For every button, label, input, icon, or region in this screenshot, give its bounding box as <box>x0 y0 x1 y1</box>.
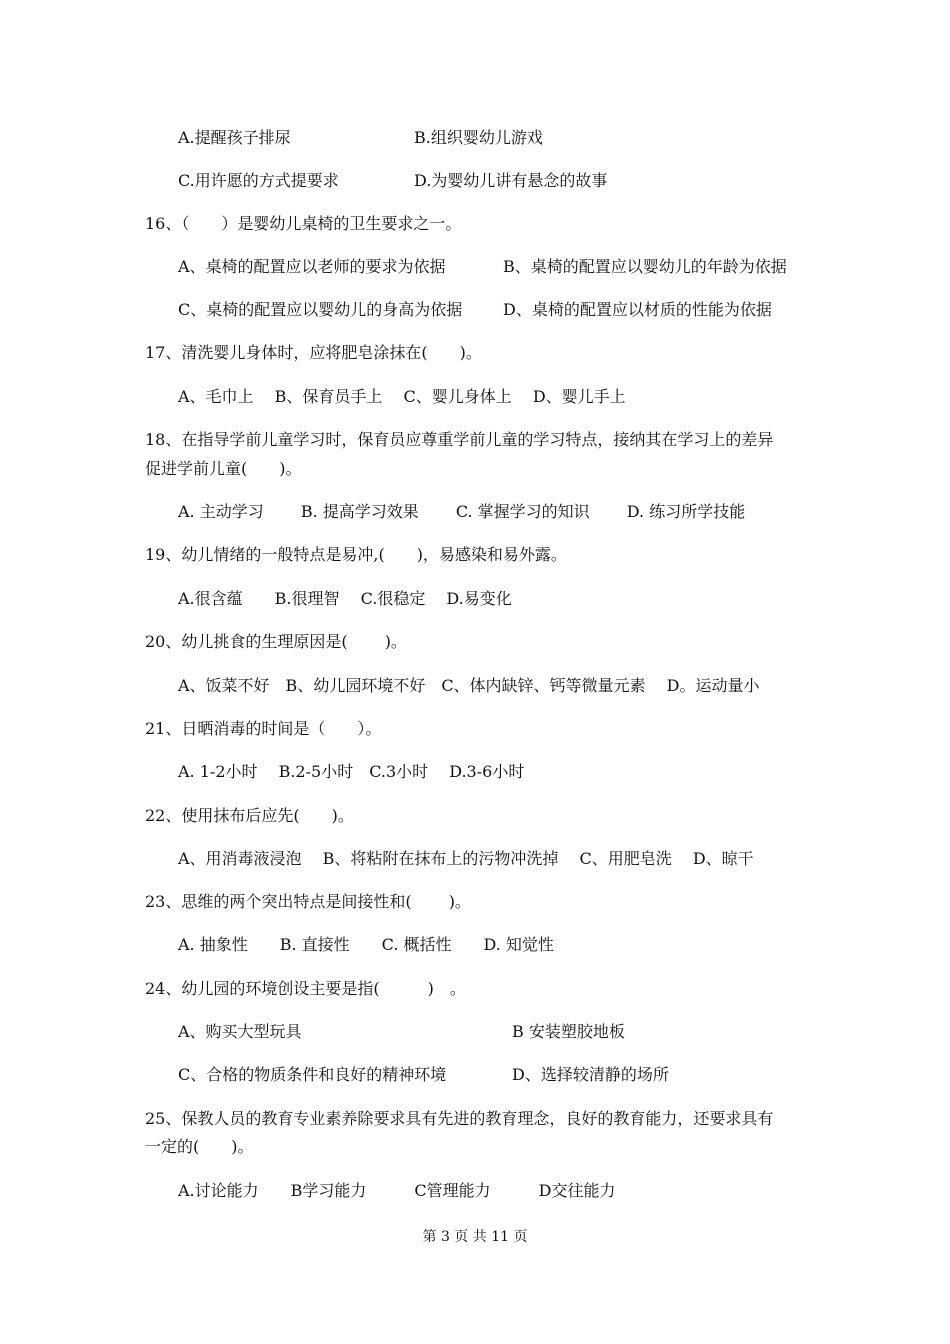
q24-option-c: C、合格的物质条件和良好的精神环境 <box>178 1065 447 1084</box>
q18-stem-line2: 促进学前儿童( )。 <box>145 459 302 478</box>
q15-option-d: D.为婴幼儿讲有悬念的故事 <box>414 171 608 190</box>
q23-options: A. 抽象性 B. 直接性 C. 概括性 D. 知觉性 <box>178 935 554 954</box>
q17-stem: 17、清洗婴儿身体时，应将肥皂涂抹在( )。 <box>145 343 482 362</box>
q15-option-c: C.用许愿的方式提要求 <box>178 171 339 190</box>
q21-stem: 21、日晒消毒的时间是（ ）。 <box>145 719 382 738</box>
q17-options: A、毛巾上 B、保育员手上 C、婴儿身体上 D、婴儿手上 <box>178 387 626 406</box>
q16-option-d: D、桌椅的配置应以材质的性能为依据 <box>503 300 772 319</box>
q24-option-d: D、选择较清静的场所 <box>512 1065 669 1084</box>
q16-option-a: A、桌椅的配置应以老师的要求为依据 <box>178 257 446 276</box>
q21-options: A. 1-2小时 B.2-5小时 C.3小时 D.3-6小时 <box>178 762 525 781</box>
q18-stem-line1: 18、在指导学前儿童学习时，保育员应尊重学前儿童的学习特点，接纳其在学习上的差异 <box>145 430 774 449</box>
q20-options: A、饭菜不好 B、幼儿园环境不好 C、体内缺锌、钙等微量元素 D。运动量小 <box>178 676 760 695</box>
q24-stem: 24、幼儿园的环境创设主要是指( ) 。 <box>145 979 466 998</box>
q16-option-b: B、桌椅的配置应以婴幼儿的年龄为依据 <box>503 257 787 276</box>
q25-options: A.讨论能力 B学习能力 C管理能力 D交往能力 <box>178 1181 616 1200</box>
q16-option-c: C、桌椅的配置应以婴幼儿的身高为依据 <box>178 300 463 319</box>
q19-stem: 19、幼儿情绪的一般特点是易冲,( )，易感染和易外露。 <box>145 545 567 564</box>
q23-stem: 23、思维的两个突出特点是间接性和( )。 <box>145 892 471 911</box>
q20-stem: 20、幼儿挑食的生理原因是( )。 <box>145 632 407 651</box>
q15-option-a: A.提醒孩子排尿 <box>178 128 291 147</box>
q25-stem-line2: 一定的( )。 <box>145 1137 254 1156</box>
q15-option-b: B.组织婴幼儿游戏 <box>414 128 543 147</box>
q22-stem: 22、使用抹布后应先( )。 <box>145 806 354 825</box>
page-footer: 第 3 页 共 11 页 <box>422 1229 528 1245</box>
q18-options: A. 主动学习 B. 提高学习效果 C. 掌握学习的知识 D. 练习所学技能 <box>178 502 746 521</box>
q16-stem: 16、（ ）是婴幼儿桌椅的卫生要求之一。 <box>145 214 462 233</box>
q24-option-a: A、购买大型玩具 <box>178 1022 302 1041</box>
q19-options: A.很含蕴 B.很理智 C.很稳定 D.易变化 <box>178 589 512 608</box>
q22-options: A、用消毒液浸泡 B、将粘附在抹布上的污物冲洗掉 C、用肥皂洗 D、晾干 <box>178 849 754 868</box>
q25-stem-line1: 25、保教人员的教育专业素养除要求具有先进的教育理念，良好的教育能力，还要求具有 <box>145 1109 774 1128</box>
q24-option-b: B 安装塑胶地板 <box>512 1022 625 1041</box>
